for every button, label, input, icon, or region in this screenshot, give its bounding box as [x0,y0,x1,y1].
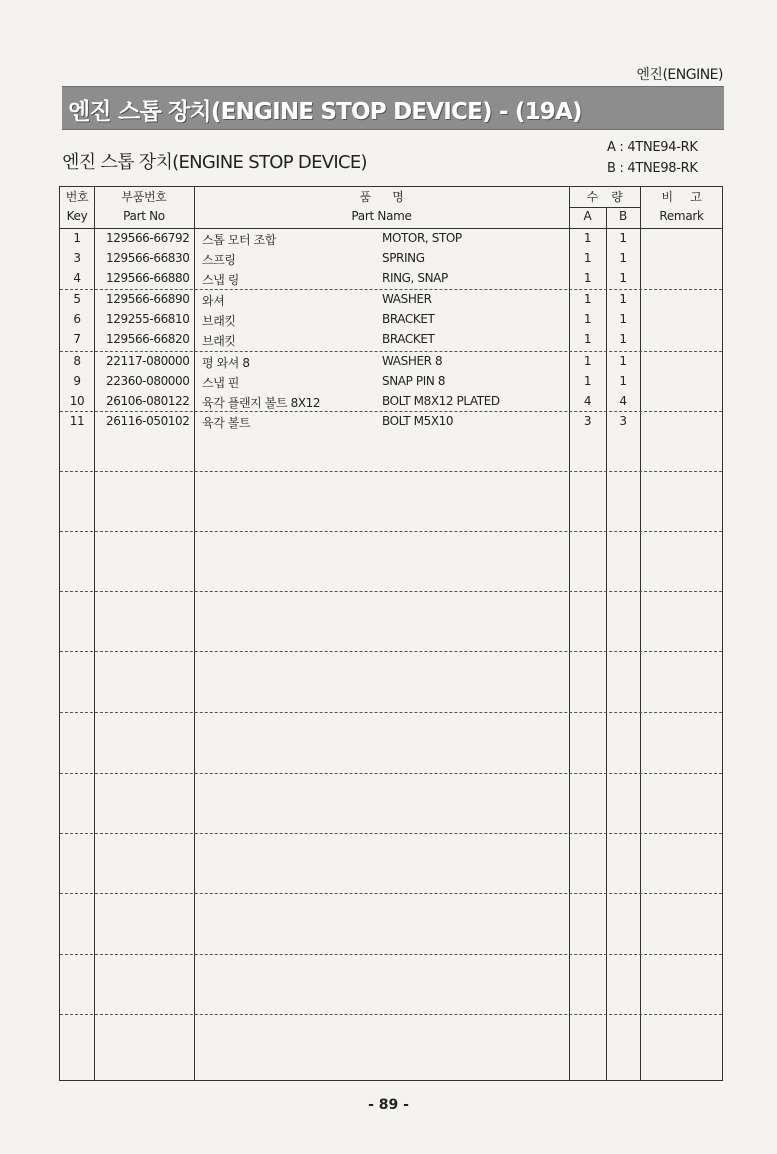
key-cell: 4 [73,271,81,285]
table-row [60,351,722,371]
page-number: - 89 - [368,1097,409,1113]
part-name-kr-cell: 브래킷 [202,334,236,348]
part-name-en-cell: MOTOR, STOP [382,231,462,245]
qty-a-header: A [583,209,592,223]
row-group-divider [60,651,722,652]
qty-a-cell: 1 [583,332,592,346]
key-header-en: Key [66,209,88,223]
key-cell: 6 [73,312,81,326]
qty-header-kr: 수 량 [586,190,623,204]
part-no-cell: 26106-080122 [106,394,190,408]
part-name-en-cell: RING, SNAP [382,271,448,285]
part-no-cell: 129255-66810 [106,312,190,326]
qty-a-cell: 4 [583,394,592,408]
part-name-kr-cell: 스프링 [202,253,236,267]
part-name-header-kr: 품 명 [359,190,404,204]
qty-b-header: B [619,209,627,223]
row-group-divider [60,954,722,955]
qty-a-cell: 1 [583,231,592,245]
model-legend [607,137,698,179]
row-group-divider [60,833,722,834]
part-name-kr-cell: 스톱 모터 조합 [202,233,276,247]
part-no-header-kr: 부품번호 [121,190,167,204]
table-row [60,268,722,288]
part-name-en-cell: BOLT M5X10 [382,414,454,428]
part-no-cell: 129566-66792 [106,231,190,245]
title-bar [62,86,724,130]
part-no-cell: 22117-080000 [106,354,190,368]
qty-b-cell: 3 [619,414,627,428]
table-row [60,248,722,268]
part-name-kr-cell: 스냅 핀 [202,376,239,390]
part-name-en-cell: WASHER 8 [382,354,443,368]
part-name-en-cell: WASHER [382,292,432,306]
key-header-kr: 번호 [65,190,89,204]
part-name-kr-cell: 와셔 [202,294,225,308]
part-no-cell: 129566-66820 [106,332,190,346]
part-name-kr-cell: 평 와셔 8 [202,356,250,370]
part-no-cell: 129566-66880 [106,271,190,285]
part-name-header-en: Part Name [351,209,412,223]
qty-a-cell: 1 [583,354,592,368]
qty-a-cell: 3 [583,414,592,428]
row-group-divider [60,893,722,894]
section-header: 엔진(ENGINE) [636,67,723,83]
key-cell: 1 [73,231,81,245]
table-row [60,391,722,411]
row-group-divider [60,531,722,532]
qty-a-cell: 1 [583,312,592,326]
key-cell: 3 [73,251,81,265]
part-name-en-cell: SPRING [382,251,425,265]
key-cell: 10 [69,394,85,408]
table-row [60,289,722,309]
part-no-cell: 26116-050102 [106,414,190,428]
row-group-divider [60,712,722,713]
row-group-divider [60,773,722,774]
qty-b-cell: 1 [619,231,627,245]
table-row [60,411,722,431]
key-cell: 11 [69,414,85,428]
table-row [60,371,722,391]
key-cell: 8 [73,354,81,368]
sub-title: 엔진 스톱 장치(ENGINE STOP DEVICE) [62,152,367,173]
table-row [60,329,722,349]
part-name-en-cell: BRACKET [382,332,435,346]
row-group-divider [60,471,722,472]
part-no-cell: 129566-66830 [106,251,190,265]
model-a-label: A : 4TNE94-RK [607,140,698,155]
part-name-en-cell: BOLT M8X12 PLATED [382,394,500,408]
qty-a-cell: 1 [583,251,592,265]
parts-table [59,186,723,1081]
key-cell: 7 [73,332,81,346]
qty-header-divider [569,207,640,208]
qty-b-cell: 1 [619,332,627,346]
qty-b-cell: 1 [619,271,627,285]
table-row [60,309,722,329]
part-name-en-cell: SNAP PIN 8 [382,374,446,388]
qty-b-cell: 1 [619,312,627,326]
qty-a-cell: 1 [583,271,592,285]
part-name-kr-cell: 스냅 링 [202,273,239,287]
key-cell: 5 [73,292,81,306]
page-title: 엔진 스톱 장치(ENGINE STOP DEVICE) - (19A) [68,99,582,125]
remark-header-kr: 비 고 [661,190,702,204]
qty-a-cell: 1 [583,374,592,388]
table-row [60,228,722,248]
part-name-en-cell: BRACKET [382,312,435,326]
remark-header-en: Remark [659,209,704,223]
qty-b-cell: 1 [619,292,627,306]
part-name-kr-cell: 브래킷 [202,314,236,328]
row-group-divider [60,1014,722,1015]
model-b-label: B : 4TNE98-RK [607,161,698,176]
qty-b-cell: 4 [619,394,627,408]
part-name-kr-cell: 육각 플랜지 볼트 8X12 [202,396,321,410]
key-cell: 9 [73,374,81,388]
part-no-cell: 22360-080000 [106,374,190,388]
part-no-cell: 129566-66890 [106,292,190,306]
qty-b-cell: 1 [619,354,627,368]
qty-b-cell: 1 [619,374,627,388]
row-group-divider [60,591,722,592]
part-no-header-en: Part No [123,209,165,223]
part-name-kr-cell: 육각 볼트 [202,416,251,430]
qty-a-cell: 1 [583,292,592,306]
qty-b-cell: 1 [619,251,627,265]
